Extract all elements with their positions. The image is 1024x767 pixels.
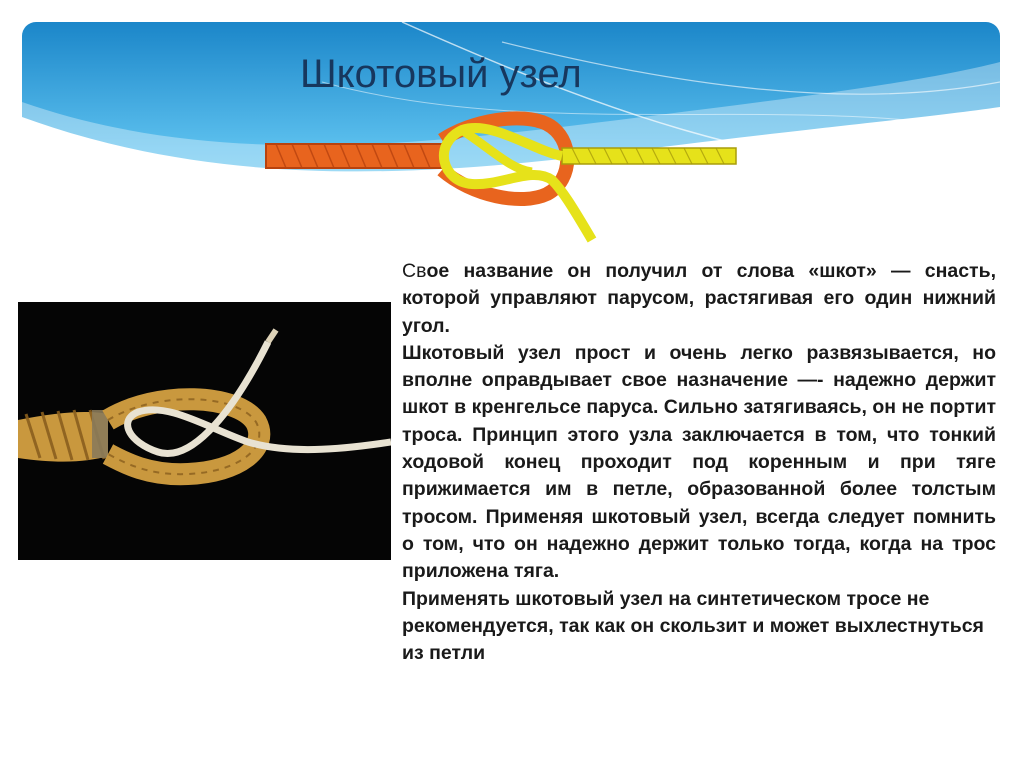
knot-photo xyxy=(18,302,391,560)
paragraph-properties: Шкотовый узел прост и очень легко развязывается, но вполне оправдывает свое назначение —- надежно держит шкот в кренгельсе паруса. Сильно затягиваясь, он не портит троса. Принцип этого узла заключается в том, что тонкий ходовой конец проходит под коренным и при тяге прижимается им в петле, образованной более толстым тросом. Применяя шкотовый узел, всегда следует помнить о том, что он надежно держит только тогда, когда на трос приложена тяга. xyxy=(402,341,996,583)
paragraph-warning: Применять шкотовый узел на синтетическом тросе не рекомендуется, так как он скользит и может выхлестнуться из петли xyxy=(402,587,984,665)
paragraph-lead: Св xyxy=(402,260,427,282)
description-text xyxy=(402,258,996,667)
paragraph-origin xyxy=(402,258,996,340)
page-title: Шкотовый узел xyxy=(300,52,582,96)
thin-rope xyxy=(562,148,736,164)
paragraph-body: ое название он получил от слова «шкот» — снасть, которой управляют парусом, растягивая его один нижний угол. xyxy=(402,260,996,337)
sheet-bend-diagram xyxy=(262,110,740,260)
